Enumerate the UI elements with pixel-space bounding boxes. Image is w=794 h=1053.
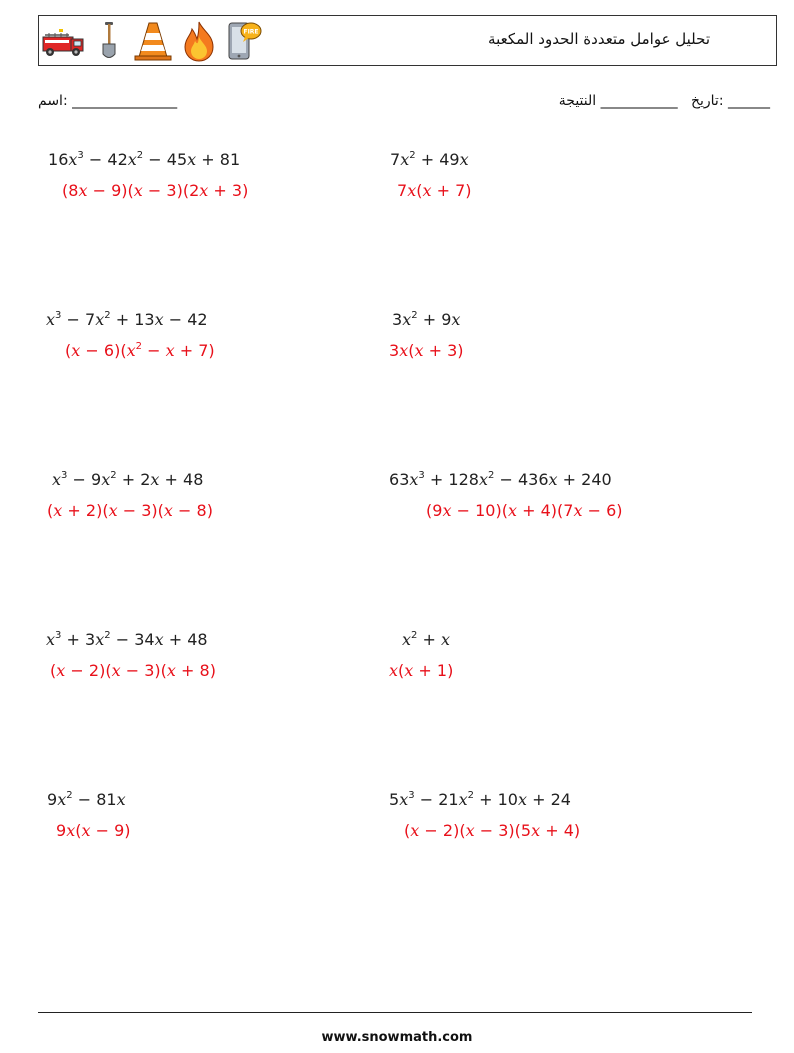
problem-6-answer: (9x − 10)(x + 4)(7x − 6)	[426, 501, 623, 520]
date-score-line	[559, 93, 770, 109]
traffic-cone-icon	[131, 19, 175, 63]
problem-8-answer: x(x + 1)	[389, 661, 454, 680]
flame-icon	[177, 19, 221, 63]
problem-7-answer: (x − 2)(x − 3)(x + 8)	[50, 661, 216, 680]
problem-2-question: $7x^2 + 49x$	[390, 150, 469, 169]
fire-truck-icon	[41, 19, 85, 63]
score-label: ___________ النتيجة	[558, 93, 678, 109]
problem-5-question: $x^3 - 9x^2 + 2x + 48$	[52, 470, 204, 489]
problem-10-question: $5x^3 - 21x^2 + 10x + 24$	[389, 790, 571, 809]
worksheet-header	[38, 15, 777, 66]
problem-2-answer: 7x(x + 7)	[397, 181, 472, 200]
shovel-icon	[87, 19, 131, 63]
page-title: تحليل عوامل متعددة الحدود المكعبة	[488, 30, 710, 48]
problem-9-question: $9x^2 - 81x$	[47, 790, 126, 809]
problem-10-answer: (x − 2)(x − 3)(5x + 4)	[404, 821, 581, 840]
problem-3-question: $x^3 - 7x^2 + 13x - 42$	[46, 310, 208, 329]
problem-4-answer: 3x(x + 3)	[389, 341, 464, 360]
problem-5-answer: (x + 2)(x − 3)(x − 8)	[47, 501, 213, 520]
problem-7-question: $x^3 + 3x^2 - 34x + 48$	[46, 630, 208, 649]
footer-divider	[38, 1012, 752, 1013]
fire-badge-text: FIRE	[243, 28, 259, 36]
problem-1-answer: (8x − 9)(x − 3)(2x + 3)	[62, 181, 249, 200]
problem-6-question: $63x^3 + 128x^2 - 436x + 240$	[389, 470, 612, 489]
problem-8-question: $x^2 + x$	[402, 630, 451, 649]
problem-4-question: $3x^2 + 9x$	[392, 310, 461, 329]
problem-9-answer: 9x(x − 9)	[56, 821, 131, 840]
date-label: ______ :تاريخ	[690, 93, 770, 109]
fire-alarm-phone-icon	[221, 19, 265, 63]
footer-url: www.snowmath.com	[321, 1030, 473, 1045]
problem-1-question: $16x^3 - 42x^2 - 45x + 81$	[48, 150, 241, 169]
name-label: _______________ :اسم	[38, 93, 178, 109]
problem-3-answer: $(x - 6)(x^2 - x + 7)$	[65, 341, 215, 360]
